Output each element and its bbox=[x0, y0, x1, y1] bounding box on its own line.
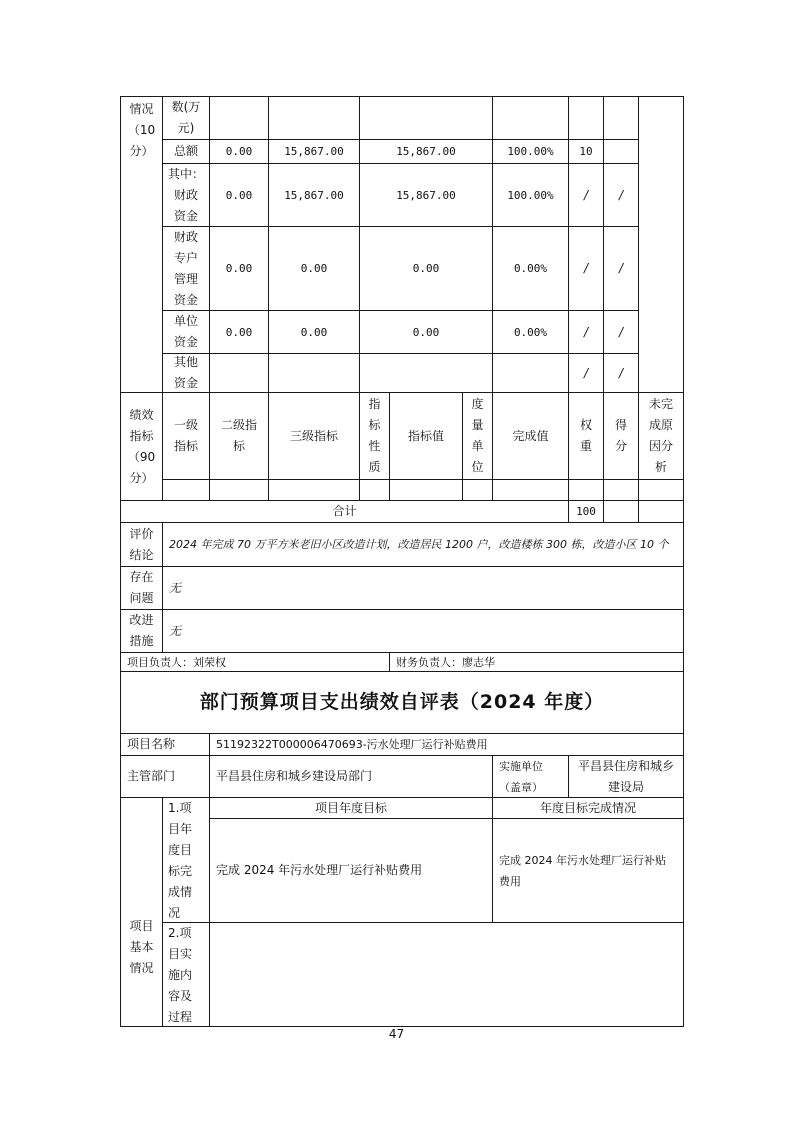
funding-weight: / bbox=[568, 310, 604, 354]
improvements-text: 无 bbox=[162, 609, 684, 653]
funding-cell: 0.00 bbox=[209, 226, 269, 311]
indicator-cell bbox=[389, 479, 463, 501]
goal-text: 完成 2024 年污水处理厂运行补贴费用 bbox=[209, 818, 493, 923]
funding-row-label: 其中： 财政 资金 bbox=[162, 163, 210, 227]
funding-cell: 0.00 bbox=[359, 226, 493, 311]
funding-weight: / bbox=[568, 353, 604, 393]
funding-rate: 0.00% bbox=[492, 310, 569, 354]
funding-cell bbox=[268, 353, 360, 393]
issues-label: 存在 问题 bbox=[120, 566, 163, 610]
form-title: 部门预算项目支出绩效自评表（2024 年度） bbox=[120, 671, 684, 734]
indicators-row-label: 绩效 指标 （90 分） bbox=[120, 392, 163, 501]
indicator-header: 权 重 bbox=[568, 392, 604, 480]
empty-cell bbox=[568, 96, 604, 140]
funding-header-cell: 数(万 元) bbox=[162, 96, 210, 140]
total-label: 合计 bbox=[120, 500, 569, 523]
funding-cell: 0.00 bbox=[268, 310, 360, 354]
indicator-header: 完成值 bbox=[492, 392, 569, 480]
funding-rate: 100.00% bbox=[492, 139, 569, 164]
impl-unit-label: 实施单位 （盖章） bbox=[492, 755, 569, 798]
total-analysis bbox=[638, 500, 684, 523]
funding-row-label: 情况 （10 分） bbox=[120, 96, 163, 393]
completion-header: 年度目标完成情况 bbox=[492, 797, 684, 819]
funding-score: / bbox=[603, 226, 639, 311]
issues-text: 无 bbox=[162, 566, 684, 610]
project-name-value: 51192322T000006470693-污水处理厂运行补贴费用 bbox=[209, 733, 684, 756]
funding-rate: 100.00% bbox=[492, 163, 569, 227]
evaluation-label: 评价 结论 bbox=[120, 522, 163, 567]
funding-cell: 15,867.00 bbox=[268, 163, 360, 227]
indicator-cell bbox=[209, 479, 269, 501]
indicator-cell bbox=[268, 479, 360, 501]
indicator-cell bbox=[492, 479, 569, 501]
goal-label: 1.项 目年 度目 标完 成情 况 bbox=[162, 797, 210, 923]
improvements-label: 改进 措施 bbox=[120, 609, 163, 653]
empty-cell bbox=[492, 96, 569, 140]
funding-score: / bbox=[603, 353, 639, 393]
funding-score bbox=[603, 139, 639, 164]
indicator-cell bbox=[638, 479, 684, 501]
funding-row-label: 总额 bbox=[162, 139, 210, 164]
funding-cell: 15,867.00 bbox=[359, 163, 493, 227]
funding-cell: 0.00 bbox=[359, 310, 493, 354]
goal-header: 项目年度目标 bbox=[209, 797, 493, 819]
funding-cell: 0.00 bbox=[268, 226, 360, 311]
funding-score: / bbox=[603, 310, 639, 354]
funding-cell: 0.00 bbox=[209, 139, 269, 164]
funding-cell: 0.00 bbox=[209, 310, 269, 354]
impl-content-label: 2.项 目实 施内 容及 过程 bbox=[162, 922, 210, 1027]
indicator-header: 二级指 标 bbox=[209, 392, 269, 480]
indicator-header: 指 标 性 质 bbox=[359, 392, 390, 480]
indicator-cell bbox=[359, 479, 390, 501]
funding-cell bbox=[359, 353, 493, 393]
indicator-cell bbox=[162, 479, 210, 501]
funding-cell: 15,867.00 bbox=[268, 139, 360, 164]
indicator-cell bbox=[462, 479, 493, 501]
indicator-header: 度 量 单 位 bbox=[462, 392, 493, 480]
impl-unit-value: 平昌县住房和城乡 建设局 bbox=[568, 755, 684, 798]
completion-text: 完成 2024 年污水处理厂运行补贴 费用 bbox=[492, 818, 684, 923]
funding-cell: 15,867.00 bbox=[359, 139, 493, 164]
project-lead: 项目负责人：刘荣权 bbox=[120, 652, 390, 672]
funding-cell: 0.00 bbox=[209, 163, 269, 227]
project-name-label: 项目名称 bbox=[120, 733, 210, 756]
funding-cell bbox=[209, 353, 269, 393]
dept-label: 主管部门 bbox=[120, 755, 210, 798]
indicator-cell bbox=[568, 479, 604, 501]
dept-value: 平昌县住房和城乡建设局部门 bbox=[209, 755, 493, 798]
indicator-header: 三级指标 bbox=[268, 392, 360, 480]
indicator-header: 得 分 bbox=[603, 392, 639, 480]
funding-weight: / bbox=[568, 163, 604, 227]
finance-lead: 财务负责人：廖志华 bbox=[389, 652, 684, 672]
indicator-cell bbox=[603, 479, 639, 501]
funding-score: / bbox=[603, 163, 639, 227]
page-number: 47 bbox=[388, 1027, 405, 1041]
funding-row-label: 单位 资金 bbox=[162, 310, 210, 354]
empty-cell bbox=[359, 96, 493, 140]
indicator-header: 未完 成原 因分 析 bbox=[638, 392, 684, 480]
funding-weight: 10 bbox=[568, 139, 604, 164]
funding-rate: 0.00% bbox=[492, 226, 569, 311]
funding-rate bbox=[492, 353, 569, 393]
indicator-header: 一级 指标 bbox=[162, 392, 210, 480]
funding-weight: / bbox=[568, 226, 604, 311]
empty-cell bbox=[603, 96, 639, 140]
total-score bbox=[603, 500, 639, 523]
indicator-header: 指标值 bbox=[389, 392, 463, 480]
evaluation-text: 2024 年完成 70 万平方米老旧小区改造计划，改造居民 1200 户，改造楼栋 300 栋，改造小区 10 个 bbox=[162, 522, 684, 567]
empty-cell bbox=[268, 96, 360, 140]
total-weight: 100 bbox=[568, 500, 604, 523]
basic-info-label: 项目 基本 情况 bbox=[120, 797, 163, 1027]
funding-row-label: 其他 资金 bbox=[162, 353, 210, 393]
impl-content-text bbox=[209, 922, 684, 1027]
funding-analysis-cell bbox=[638, 96, 684, 393]
empty-cell bbox=[209, 96, 269, 140]
funding-row-label: 财政 专户 管理 资金 bbox=[162, 226, 210, 311]
